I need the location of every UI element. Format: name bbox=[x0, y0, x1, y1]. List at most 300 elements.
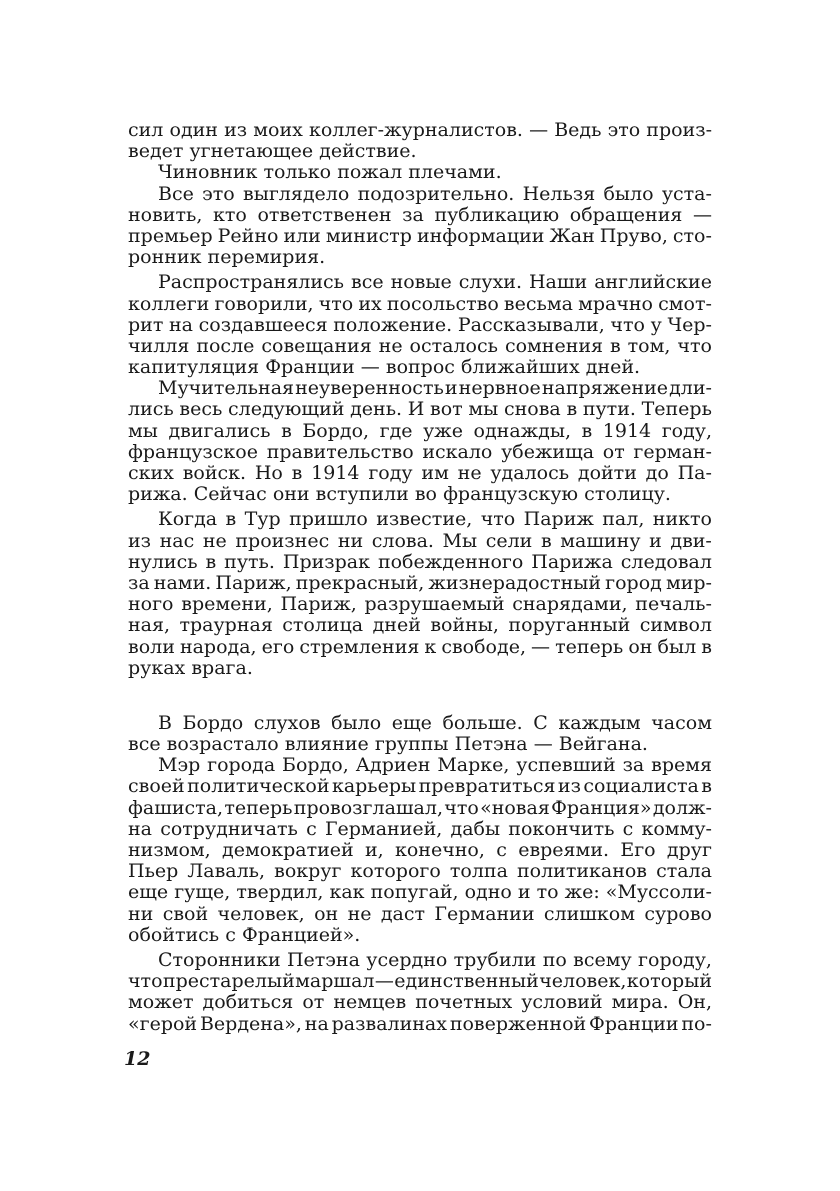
word: немцев bbox=[333, 991, 407, 1014]
word: его bbox=[261, 635, 295, 658]
word: Чиновник bbox=[158, 161, 258, 184]
word: «новая bbox=[480, 796, 550, 819]
word: С bbox=[533, 711, 548, 734]
word: дойти bbox=[577, 462, 637, 484]
word: прекрасный, bbox=[295, 571, 425, 594]
word: обращения bbox=[569, 203, 683, 226]
word: в bbox=[701, 775, 712, 798]
word: рижа. bbox=[128, 483, 188, 506]
word: они bbox=[272, 483, 310, 506]
word: поруганный bbox=[508, 614, 631, 637]
word: — bbox=[531, 635, 551, 658]
word: 1914 bbox=[311, 462, 360, 484]
word: группы bbox=[374, 733, 449, 756]
word: и bbox=[444, 377, 458, 400]
word: Пьер bbox=[128, 860, 179, 883]
word: может bbox=[128, 991, 194, 1014]
word: Германией, bbox=[324, 817, 443, 840]
word: карьеры bbox=[331, 775, 417, 798]
word: Когда bbox=[158, 508, 218, 531]
word: пожал bbox=[337, 161, 403, 184]
word: мы bbox=[128, 419, 158, 442]
word: воли bbox=[128, 635, 175, 658]
word: нервное bbox=[458, 377, 541, 400]
text-line bbox=[128, 776, 712, 797]
text-line bbox=[128, 950, 712, 971]
word: Сторонники bbox=[158, 948, 281, 971]
word: человек, bbox=[217, 902, 305, 925]
word: Рассказывали, bbox=[457, 313, 605, 336]
word: городу, bbox=[638, 948, 712, 971]
word: Франция» bbox=[551, 796, 652, 819]
paragraph bbox=[128, 184, 712, 269]
word: в bbox=[610, 334, 621, 357]
text-line bbox=[128, 357, 712, 378]
word: у bbox=[650, 313, 662, 336]
word: войны, bbox=[430, 614, 499, 637]
text-line bbox=[128, 205, 712, 226]
word: было bbox=[331, 711, 382, 734]
word: в bbox=[205, 550, 217, 573]
word: с bbox=[496, 839, 507, 861]
text-line bbox=[128, 463, 712, 484]
word: слишком bbox=[543, 902, 636, 925]
text-line bbox=[128, 336, 712, 357]
word: Лаваль, bbox=[187, 860, 266, 883]
word: народа, bbox=[179, 635, 257, 658]
word: от bbox=[302, 991, 325, 1014]
text-line bbox=[128, 1014, 712, 1035]
text-line bbox=[128, 272, 712, 293]
word: угнетающее bbox=[189, 140, 314, 163]
word: сотрудничать bbox=[160, 817, 298, 840]
word: часом bbox=[651, 711, 712, 734]
word: что bbox=[318, 292, 354, 315]
word: он bbox=[628, 635, 653, 658]
word: ни bbox=[337, 529, 364, 552]
word: сомнения bbox=[504, 334, 604, 357]
word: Марке, bbox=[437, 754, 510, 777]
word: стала bbox=[656, 860, 712, 883]
word: смот- bbox=[658, 292, 712, 315]
word: свой bbox=[162, 902, 209, 925]
paragraph bbox=[128, 509, 712, 679]
word: министр bbox=[325, 224, 412, 247]
word: уже bbox=[423, 419, 463, 442]
word: из bbox=[557, 775, 581, 798]
word: день. bbox=[350, 398, 403, 421]
word: Сейчас bbox=[193, 483, 267, 506]
word: возрастало bbox=[166, 733, 279, 756]
word: не bbox=[378, 334, 403, 357]
word: врага. bbox=[191, 656, 253, 679]
word: одно bbox=[464, 881, 512, 904]
word: что bbox=[677, 334, 712, 357]
text-line bbox=[128, 509, 712, 530]
word: на bbox=[169, 313, 193, 336]
word: Чер- bbox=[667, 313, 712, 336]
text-line bbox=[128, 247, 712, 268]
word: который bbox=[626, 970, 712, 993]
word: успевший bbox=[516, 754, 616, 777]
word: В bbox=[158, 711, 172, 734]
word: один bbox=[169, 119, 218, 141]
word: это bbox=[202, 182, 235, 205]
word: символ bbox=[639, 614, 712, 637]
word: Тур bbox=[244, 508, 281, 531]
word: за bbox=[128, 571, 150, 594]
word: в bbox=[701, 635, 712, 658]
word: Париж bbox=[523, 508, 594, 531]
word: во bbox=[414, 483, 437, 506]
word: сто- bbox=[672, 224, 712, 247]
word: Ведь bbox=[554, 119, 602, 141]
word: создавшееся bbox=[198, 313, 328, 336]
word: И bbox=[407, 398, 425, 421]
word: сурово bbox=[644, 902, 712, 925]
word: Рейно bbox=[217, 224, 279, 247]
word: рит bbox=[128, 313, 164, 336]
word: снова bbox=[503, 398, 561, 421]
word: «герой bbox=[128, 1012, 198, 1035]
text-line bbox=[128, 798, 712, 819]
word: до bbox=[645, 462, 669, 484]
word: Вердена», bbox=[199, 1012, 302, 1035]
word: Призрак bbox=[282, 550, 370, 573]
word: жизнерадостный bbox=[428, 571, 602, 594]
word: как bbox=[329, 881, 365, 904]
word: плечами. bbox=[408, 161, 502, 184]
word: руках bbox=[128, 656, 186, 679]
word: чилля bbox=[128, 334, 190, 357]
word: дабы bbox=[450, 817, 501, 840]
text-line bbox=[128, 713, 712, 734]
word: политиканов bbox=[516, 860, 647, 883]
word: уста- bbox=[661, 182, 712, 205]
text-line bbox=[128, 755, 712, 776]
word: кто bbox=[212, 203, 247, 226]
word: условий bbox=[521, 991, 603, 1014]
word: пришло bbox=[289, 508, 368, 531]
page-number: 12 bbox=[124, 1048, 151, 1070]
word: Париж, bbox=[280, 593, 357, 616]
text-line bbox=[128, 421, 712, 442]
word: это bbox=[607, 119, 641, 141]
word: человек, bbox=[539, 970, 627, 993]
word: же: bbox=[564, 881, 600, 904]
word: не bbox=[202, 529, 227, 552]
word: политической bbox=[187, 775, 330, 798]
word: пал, bbox=[602, 508, 645, 531]
text-line bbox=[128, 904, 712, 925]
word: Петэна bbox=[454, 733, 528, 756]
word: только bbox=[263, 161, 332, 184]
body-text bbox=[128, 120, 712, 1035]
text-line bbox=[128, 552, 712, 573]
word: Он, bbox=[677, 991, 712, 1014]
word: поверженной bbox=[449, 1012, 587, 1035]
word: году, bbox=[661, 419, 712, 442]
word: ни bbox=[128, 902, 154, 925]
word: из bbox=[128, 529, 152, 552]
word: Вейгана. bbox=[558, 733, 648, 756]
word: было bbox=[603, 182, 654, 205]
word: траурная bbox=[179, 614, 273, 637]
word: Франции bbox=[589, 1012, 679, 1035]
word: Адриен bbox=[355, 754, 431, 777]
word: ронник bbox=[128, 246, 202, 269]
word: больше. bbox=[442, 711, 523, 734]
word: в bbox=[225, 508, 237, 531]
word: евреями. bbox=[518, 839, 610, 861]
word: действие. bbox=[319, 140, 417, 163]
word: их bbox=[358, 292, 382, 315]
text-line bbox=[128, 925, 712, 946]
word: в bbox=[540, 529, 552, 552]
word: однажды, bbox=[473, 419, 571, 442]
word: французское bbox=[128, 440, 258, 463]
word: слухи. bbox=[458, 271, 523, 294]
paragraph bbox=[128, 272, 712, 378]
word: он bbox=[314, 902, 339, 925]
word: социалиста bbox=[583, 775, 699, 798]
word: новые bbox=[390, 271, 452, 294]
word: дви- bbox=[670, 529, 712, 552]
word: где bbox=[379, 419, 413, 442]
word: подозрительно. bbox=[357, 182, 515, 205]
word: слова. bbox=[371, 529, 434, 552]
word: за bbox=[402, 203, 424, 226]
word: мир- bbox=[665, 571, 712, 594]
word: в bbox=[566, 398, 578, 421]
word: выглядело bbox=[243, 182, 350, 205]
word: что bbox=[480, 508, 516, 531]
word: на bbox=[304, 1012, 329, 1035]
word: даст bbox=[380, 902, 426, 925]
word: удалось bbox=[490, 462, 570, 484]
paragraph bbox=[128, 162, 712, 183]
word: столица bbox=[282, 614, 364, 637]
word: времени, bbox=[181, 593, 273, 616]
word: печаль- bbox=[635, 593, 712, 616]
word: искало bbox=[422, 440, 493, 463]
word: вопрос bbox=[385, 356, 455, 379]
word: ответственен bbox=[257, 203, 392, 226]
word: из bbox=[224, 119, 248, 141]
word: Мы bbox=[442, 529, 478, 552]
word: или bbox=[283, 224, 321, 247]
word: убежища bbox=[501, 440, 595, 463]
word: теперь bbox=[224, 796, 293, 819]
word: следовал bbox=[620, 550, 712, 573]
word: по- bbox=[681, 1012, 712, 1035]
paragraph bbox=[128, 950, 712, 1035]
word: не bbox=[457, 462, 482, 484]
word: Теперь bbox=[641, 398, 712, 421]
word: публикацию bbox=[434, 203, 560, 226]
word: трубили bbox=[453, 948, 537, 971]
word: — bbox=[374, 970, 394, 993]
word: Петэна bbox=[286, 948, 360, 971]
word: влияние bbox=[284, 733, 369, 756]
word: Жан bbox=[549, 224, 595, 247]
text-line bbox=[128, 861, 712, 882]
word: город bbox=[605, 571, 662, 594]
text-line bbox=[128, 378, 712, 399]
text-line bbox=[128, 226, 712, 247]
word: разрушаемый bbox=[364, 593, 505, 616]
word: долж- bbox=[652, 796, 712, 819]
word: маршал bbox=[295, 970, 375, 993]
word: еще bbox=[128, 881, 169, 904]
word: весьма bbox=[503, 292, 573, 315]
word: еще bbox=[391, 711, 432, 734]
word: английские bbox=[594, 271, 712, 294]
word: Францией». bbox=[241, 923, 361, 946]
word: то bbox=[536, 881, 559, 904]
word: Мэр bbox=[158, 754, 201, 777]
word: дней. bbox=[585, 356, 641, 379]
text-line bbox=[128, 141, 712, 162]
word: вокруг bbox=[274, 860, 342, 883]
word: толпа bbox=[449, 860, 508, 883]
word: году bbox=[368, 462, 413, 484]
word: — bbox=[692, 203, 712, 226]
word: двигались bbox=[168, 419, 271, 442]
word: почетных bbox=[415, 991, 513, 1014]
word: дней bbox=[372, 614, 421, 637]
word: развалинах bbox=[331, 1012, 447, 1035]
text-line bbox=[128, 840, 712, 861]
word: Па- bbox=[677, 462, 712, 484]
word: и bbox=[649, 529, 662, 552]
word: известие, bbox=[376, 508, 473, 531]
word: французскую bbox=[443, 483, 579, 506]
word: что bbox=[444, 796, 479, 819]
text-line bbox=[128, 992, 712, 1013]
word: твердил, bbox=[236, 881, 324, 904]
paragraph bbox=[128, 120, 712, 162]
word: в bbox=[581, 419, 593, 442]
word: осталось bbox=[409, 334, 498, 357]
word: добиться bbox=[202, 991, 294, 1014]
word: Пруво, bbox=[599, 224, 668, 247]
word: демократией bbox=[222, 839, 354, 861]
word: комму- bbox=[641, 817, 712, 840]
text-line bbox=[128, 315, 712, 336]
word: правительство bbox=[266, 440, 414, 463]
word: ведет bbox=[128, 140, 184, 163]
word: — bbox=[360, 356, 380, 379]
word: Мучительная bbox=[158, 377, 295, 400]
word: Его bbox=[620, 839, 656, 861]
word: Франции bbox=[265, 356, 355, 379]
text-line bbox=[128, 399, 712, 420]
word: лись bbox=[128, 398, 174, 421]
text-line bbox=[128, 971, 712, 992]
word: произнес bbox=[235, 529, 330, 552]
text-line bbox=[128, 442, 712, 463]
word: премьер bbox=[128, 224, 213, 247]
word: единственный bbox=[394, 970, 539, 993]
word: Бордо, bbox=[302, 419, 370, 442]
word: стремления bbox=[299, 635, 420, 658]
word: обойтись bbox=[128, 923, 220, 946]
word: Бордо bbox=[182, 711, 244, 734]
word: время bbox=[651, 754, 712, 777]
word: пути. bbox=[582, 398, 636, 421]
word: Германии bbox=[434, 902, 535, 925]
word: нами. bbox=[153, 571, 212, 594]
word: ских bbox=[128, 462, 174, 484]
word: всему bbox=[573, 948, 632, 971]
text-line bbox=[128, 615, 712, 636]
paragraph bbox=[128, 755, 712, 946]
word: дли- bbox=[669, 377, 712, 400]
word: мы bbox=[468, 398, 499, 421]
word: перемирия. bbox=[207, 246, 326, 269]
text-line bbox=[128, 882, 712, 903]
word: свободе, bbox=[441, 635, 526, 658]
word: на bbox=[128, 817, 152, 840]
word: гуще, bbox=[174, 881, 231, 904]
word: никто bbox=[652, 508, 712, 531]
word: Наши bbox=[528, 271, 588, 294]
text-line bbox=[128, 162, 712, 183]
word: произ- bbox=[646, 119, 712, 141]
word: следующий bbox=[228, 398, 345, 421]
word: мрачно bbox=[578, 292, 653, 315]
text-line bbox=[128, 819, 712, 840]
text-line bbox=[128, 484, 712, 505]
text-line bbox=[128, 120, 712, 141]
word: которого bbox=[350, 860, 441, 883]
word: столицу. bbox=[584, 483, 671, 506]
word: новить, bbox=[128, 203, 203, 226]
word: моих bbox=[253, 119, 303, 141]
text-line bbox=[128, 531, 712, 552]
word: капитуляция bbox=[128, 356, 260, 379]
text-line bbox=[128, 734, 712, 755]
word: слухов bbox=[253, 711, 321, 734]
word: низмом, bbox=[128, 839, 211, 861]
word: напряжение bbox=[541, 377, 668, 400]
word: вот bbox=[430, 398, 463, 421]
word: сил bbox=[128, 119, 164, 141]
word: говорили, bbox=[214, 292, 314, 315]
word: что bbox=[610, 313, 645, 336]
word: Париж, bbox=[215, 571, 292, 594]
word: Все bbox=[158, 182, 194, 205]
word: Распространялись bbox=[158, 271, 345, 294]
text-line bbox=[128, 658, 712, 679]
paragraph bbox=[128, 378, 712, 505]
word: с bbox=[225, 923, 236, 946]
word: весь bbox=[179, 398, 223, 421]
word: и bbox=[517, 881, 531, 904]
word: Бордо, bbox=[282, 754, 349, 777]
word: совещания bbox=[261, 334, 372, 357]
word: нас bbox=[159, 529, 195, 552]
text-line bbox=[128, 294, 712, 315]
word: 1914 bbox=[602, 419, 652, 442]
word: им bbox=[421, 462, 449, 484]
word: Но bbox=[254, 462, 283, 484]
word: в bbox=[291, 462, 303, 484]
word: все bbox=[351, 271, 384, 294]
word: каждым bbox=[558, 711, 641, 734]
paragraph bbox=[128, 713, 712, 755]
